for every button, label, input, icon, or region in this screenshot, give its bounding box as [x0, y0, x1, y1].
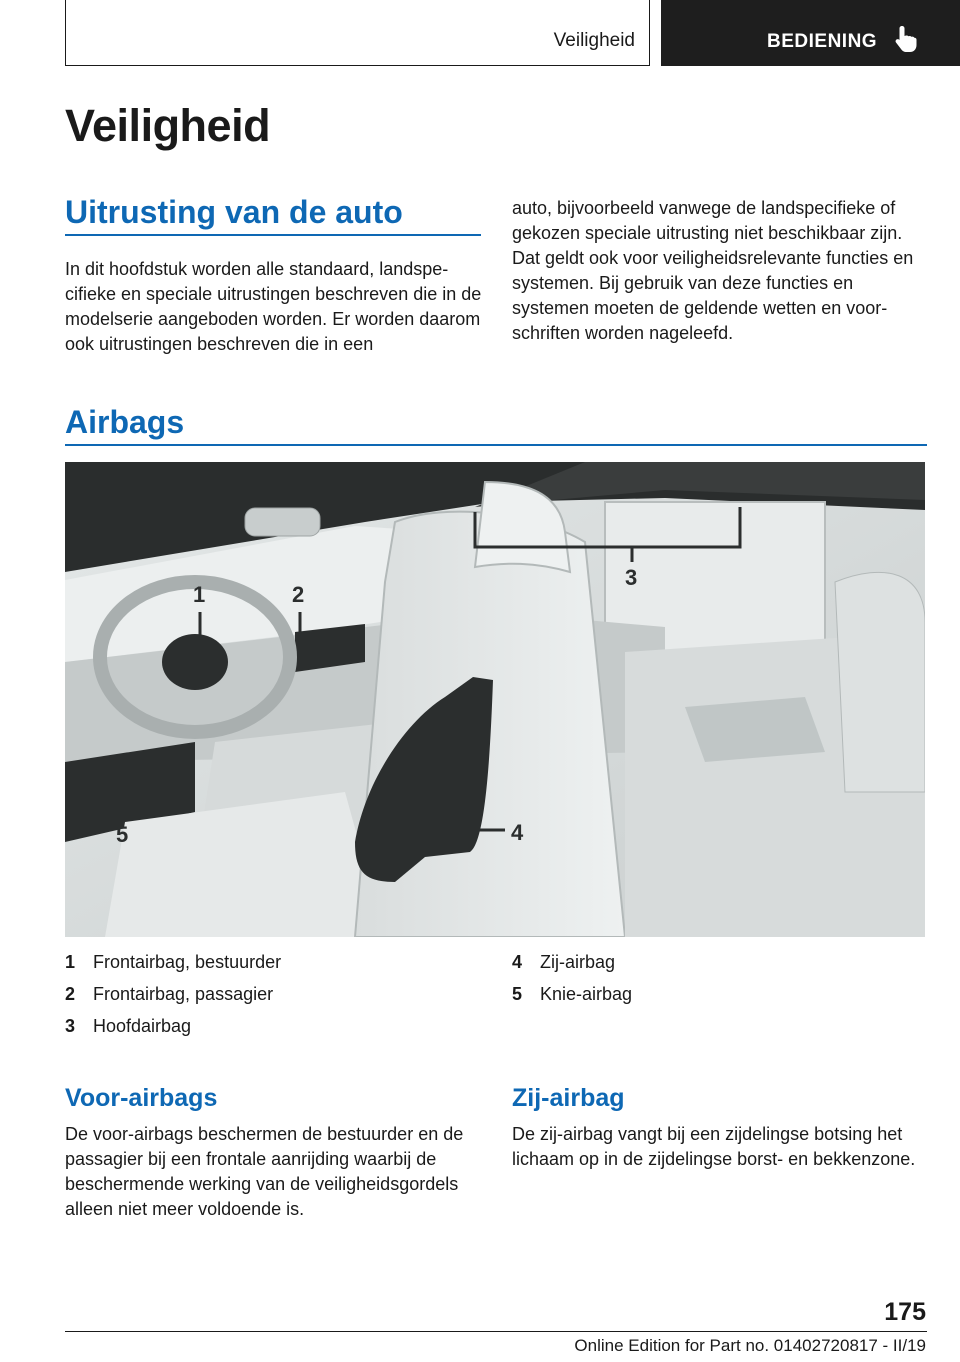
legend-label: Knie-airbag	[540, 984, 633, 1004]
page-number: 175	[884, 1298, 926, 1326]
callout-3: 3	[625, 565, 638, 590]
page-title: Veiligheid	[65, 100, 271, 151]
section-rule	[65, 444, 927, 446]
legend-number: 2	[65, 984, 76, 1004]
section-tab	[65, 0, 650, 66]
callout-4: 4	[511, 820, 524, 845]
figure-legend-left	[65, 946, 281, 1042]
subsection-title-front-airbags: Voor-airbags	[65, 1084, 218, 1112]
legend-label: Zij-airbag	[540, 952, 616, 972]
subsection-title-side-airbag: Zij-airbag	[512, 1084, 625, 1112]
legend-item	[512, 946, 632, 978]
section-rule	[65, 234, 481, 236]
footer-edition: Online Edition for Part no. 01402720817 - II/19	[574, 1336, 926, 1355]
intro-paragraph-right: auto, bijvoorbeeld vanwege de landspecifieke of gekozen speciale uitrusting niet beschikbaar zijn. Dat geldt ook voor veiligheidsrelevante functies en systemen. Bij gebruik van deze functies en systemen moeten de geldende wetten en voorschriften worden nageleefd.	[512, 198, 914, 343]
chapter-tab	[661, 0, 960, 66]
airbag-illustration	[65, 462, 925, 937]
footer-rule	[65, 1331, 927, 1332]
legend-item	[65, 978, 281, 1010]
section-title-equipment: Uitrusting van de auto	[65, 194, 403, 230]
callout-2: 2	[292, 582, 305, 607]
pointing-hand-icon	[893, 24, 919, 54]
legend-number: 3	[65, 1016, 76, 1036]
front-airbags-paragraph: De voor-airbags beschermen de bestuurder en de passagier bij een frontale aanrijding waarbij de beschermende werking van de veiligheidsgordels alleen niet meer voldoende is.	[65, 1124, 464, 1219]
side-airbag-paragraph: De zij-airbag vangt bij een zijdelingse botsing het lichaam op in de zijdelingse borst- en bekkenzone.	[512, 1124, 916, 1169]
legend-label: Frontairbag, passagier	[93, 984, 274, 1004]
section-title-airbags: Airbags	[65, 404, 185, 440]
intro-paragraph-left: In dit hoofdstuk worden alle standaard, landspecifieke en speciale uitrustingen beschreven die in de modelserie aangeboden worden. Er worden daarom ook uitrustingen beschreven die in een	[65, 259, 482, 354]
section-label: Veiligheid	[553, 30, 635, 51]
figure-legend-right	[512, 946, 632, 1010]
legend-number: 1	[65, 952, 76, 972]
legend-number: 5	[512, 984, 523, 1004]
legend-item	[65, 946, 281, 978]
legend-item	[512, 978, 632, 1010]
page-header	[65, 0, 960, 66]
callout-5: 5	[116, 822, 129, 847]
callout-1: 1	[193, 582, 206, 607]
legend-label: Hoofdairbag	[93, 1016, 192, 1036]
legend-item	[65, 1010, 281, 1042]
chapter-label: BEDIENING	[767, 31, 878, 52]
legend-number: 4	[512, 952, 523, 972]
legend-label: Frontairbag, bestuurder	[93, 952, 282, 972]
